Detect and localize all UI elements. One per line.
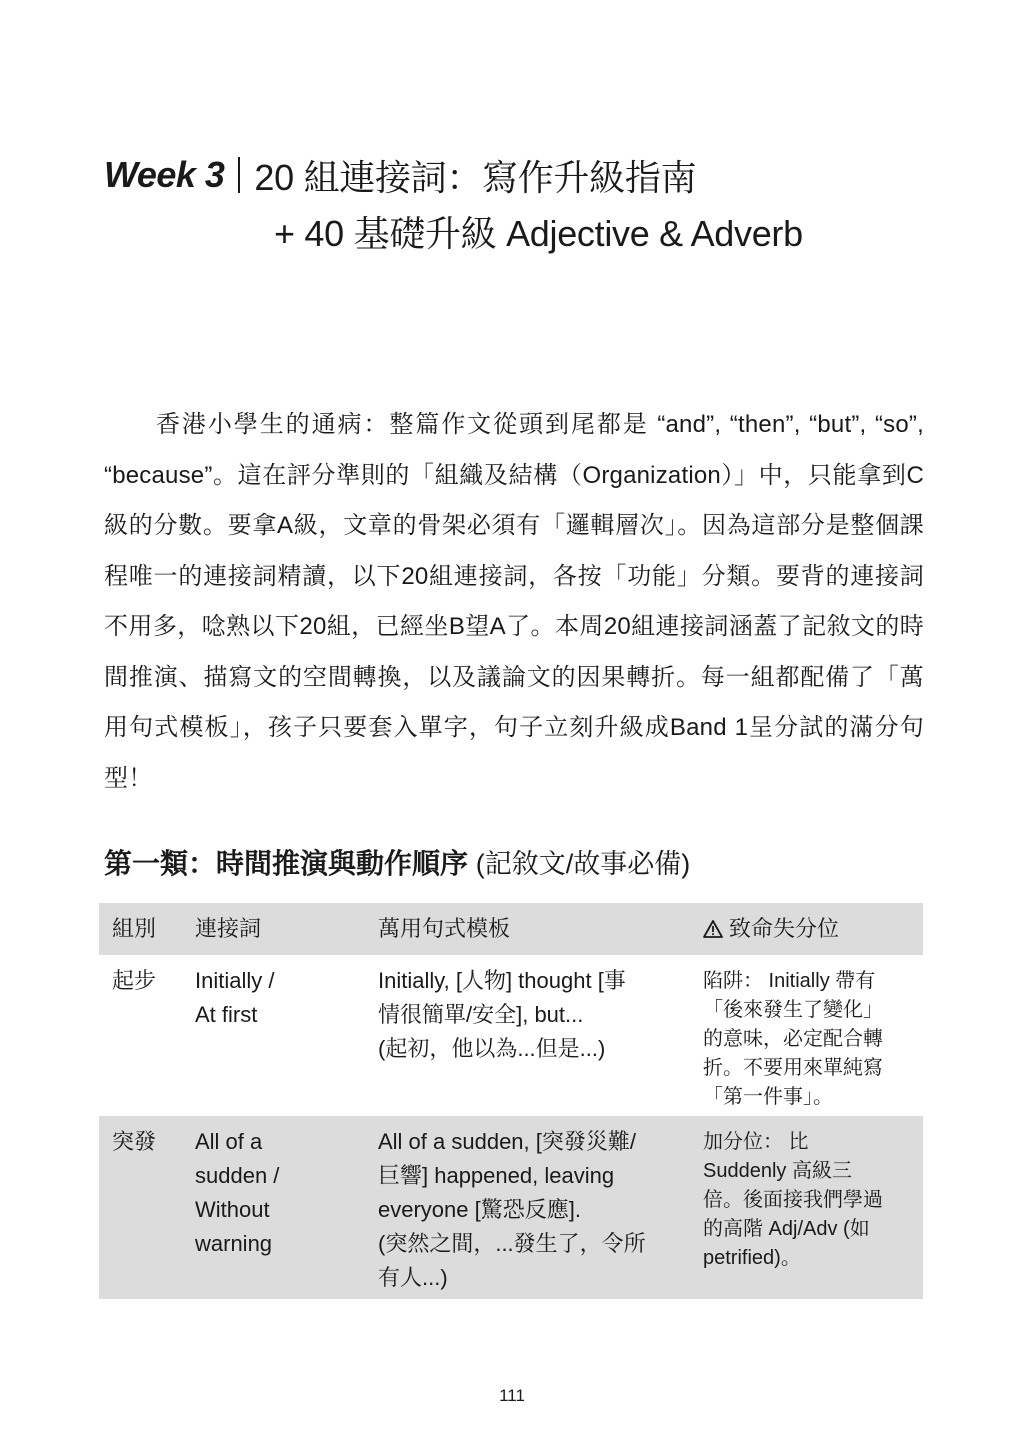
template-line: (突然之間，...發生了，令所 [378,1231,646,1256]
pitfall-line: 加分位： 比 [703,1131,809,1153]
header-connector: 連接詞 [195,916,262,941]
pitfall-line: 的高階 Adj/Adv (如 [703,1218,870,1240]
connector-line: Without [195,1197,270,1222]
pitfall-line: 折。不要用來單純寫 [703,1057,883,1079]
pitfall-line: 「第一件事」。 [703,1086,833,1108]
table-row [99,1116,923,1299]
section-title: 第一類：時間推演與動作順序 [104,848,469,879]
pitfall-line: 陷阱： Initially 帶有 [703,970,876,992]
table-row [99,955,923,1116]
cell-group: 突發 [112,1129,157,1154]
template-line: everyone [驚恐反應]. [378,1197,581,1222]
connector-line: All of a [195,1129,263,1154]
warning-triangle-icon [703,920,723,938]
section-subtitle: (記敘文/故事必備) [475,849,691,879]
template-line: (起初，他以為...但是...) [378,1036,606,1061]
template-line: 情很簡單/安全], but... [378,1002,584,1027]
header-group: 組別 [112,916,157,941]
week-label: Week 3 [104,154,225,195]
template-line: 巨響] happened, leaving [378,1163,615,1188]
title-line-1 [104,150,696,200]
header-template: 萬用句式模板 [378,916,511,941]
pitfall-line: Suddenly 高級三 [703,1160,852,1182]
cell-template [378,1116,703,1299]
title-line-2: + 40 基礎升級 Adjective & Adverb [274,213,803,254]
section-heading [104,842,690,882]
template-line: 有人...) [378,1265,448,1290]
cell-group: 起步 [112,968,157,993]
pitfall-line: petrified)。 [703,1247,801,1269]
intro-text [104,400,924,804]
cell-pitfall [703,955,923,1116]
connector-line: At first [195,1002,258,1027]
title-divider [238,157,240,193]
chapter-title [104,150,803,254]
connector-line: Initially / [195,968,275,993]
intro-paragraph: 香港小學生的通病：整篇作文從頭到尾都是 “and”, “then”, “but”, “so”, “because”。這在評分準則的「組織及結構（Organization）」中，只能拿到C級的分數。要拿A級，文章的骨架必須有「邏輯層次」。因為這部分是整個課程唯一的連接詞精讀，以下20組連接詞，各按「功能」分類。要背的連接詞不用多，唸熟以下20組，已經坐B望A了。本周20組連接詞涵蓋了記敘文的時間推演、描寫文的空間轉換，以及議論文的因果轉折。每一組都配備了「萬用句式模板」，孩子只要套入單字，句子立刻升級成Band 1呈分試的滿分句型！ [104,411,924,792]
title-main: 20 組連接詞：寫作升級指南 [254,156,697,198]
pitfall-line: 倍。後面接我們學過 [703,1189,883,1211]
cell-template [378,955,703,1116]
cell-pitfall [703,1116,923,1299]
header-pitfall-label: 致命失分位 [729,916,840,941]
page-number: 111 [499,1386,525,1405]
connector-line: warning [195,1231,273,1256]
connector-table [99,903,923,1299]
header-pitfall [703,912,923,946]
table-header-row [99,903,923,955]
pitfall-line: 的意味，必定配合轉 [703,1028,883,1050]
connector-line: sudden / [195,1163,280,1188]
cell-connector [195,1116,378,1299]
pitfall-line: 「後來發生了變化」 [703,999,883,1021]
template-line: Initially, [人物] thought [事 [378,968,626,993]
template-line: All of a sudden, [突發災難/ [378,1129,636,1154]
cell-connector [195,955,378,1116]
